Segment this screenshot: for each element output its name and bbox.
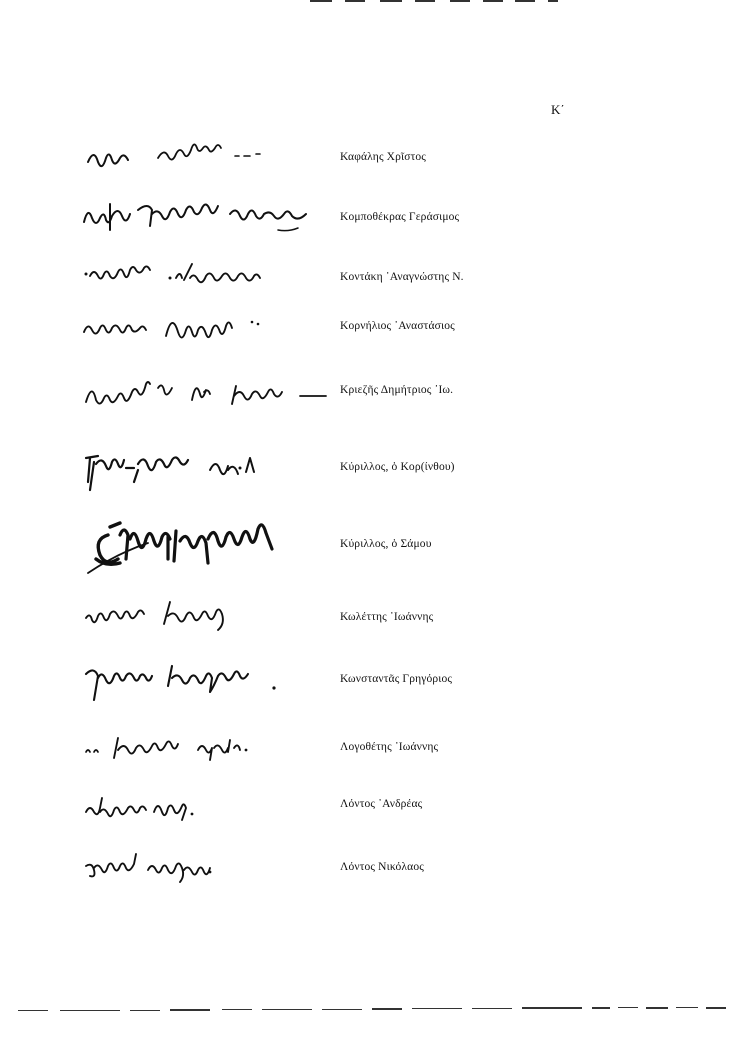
- list-item: [0, 652, 744, 712]
- list-item: [0, 590, 744, 650]
- entry-name: Κορνήλιος ᾿Αναστάσιος: [340, 320, 455, 332]
- signature-5: [80, 366, 340, 426]
- signature-1: [80, 130, 340, 190]
- signature-4: [80, 302, 340, 362]
- list-item: [0, 440, 744, 500]
- list-item: [0, 302, 744, 362]
- list-item: [0, 515, 744, 575]
- signature-7: [80, 515, 340, 575]
- list-item: [0, 840, 744, 900]
- list-item: [0, 720, 744, 780]
- list-item: [0, 366, 744, 426]
- entry-name: Κωνσταντᾶς Γρηγόριος: [340, 673, 453, 685]
- entry-name: Καφάλης Χρῖστος: [340, 151, 426, 163]
- page-letter: Κ΄: [551, 102, 565, 117]
- signature-2: [80, 190, 340, 250]
- signature-10: [80, 720, 340, 780]
- entry-name: Κοντάκη ᾿Αναγνώστης Ν.: [340, 271, 464, 283]
- signature-8: [80, 590, 340, 650]
- signature-11: [80, 780, 340, 840]
- entry-name: Λόντος Νικόλαος: [340, 861, 424, 873]
- entry-name: Κομποθέκρας Γεράσιμος: [340, 211, 460, 223]
- list-item: [0, 780, 744, 840]
- list-item: [0, 190, 744, 250]
- entry-name: Κύριλλος, ὁ Κορ(ίνθου): [340, 461, 455, 473]
- signature-3: [80, 250, 340, 310]
- entry-name: Λόντος ᾿Ανδρέας: [340, 798, 423, 810]
- entry-name: Λογοθέτης ᾿Ιωάννης: [340, 741, 439, 753]
- list-item: [0, 250, 744, 310]
- entry-name: Κριεζῆς Δημήτριος ᾿Ιω.: [340, 384, 454, 396]
- list-item: [0, 130, 744, 190]
- entry-name: Κύριλλος, ὁ Σάμου: [340, 538, 432, 550]
- signature-6: [80, 440, 340, 500]
- signature-12: [80, 840, 340, 900]
- signature-9: [80, 652, 340, 712]
- entry-name: Κωλέττης ᾿Ιωάννης: [340, 611, 434, 623]
